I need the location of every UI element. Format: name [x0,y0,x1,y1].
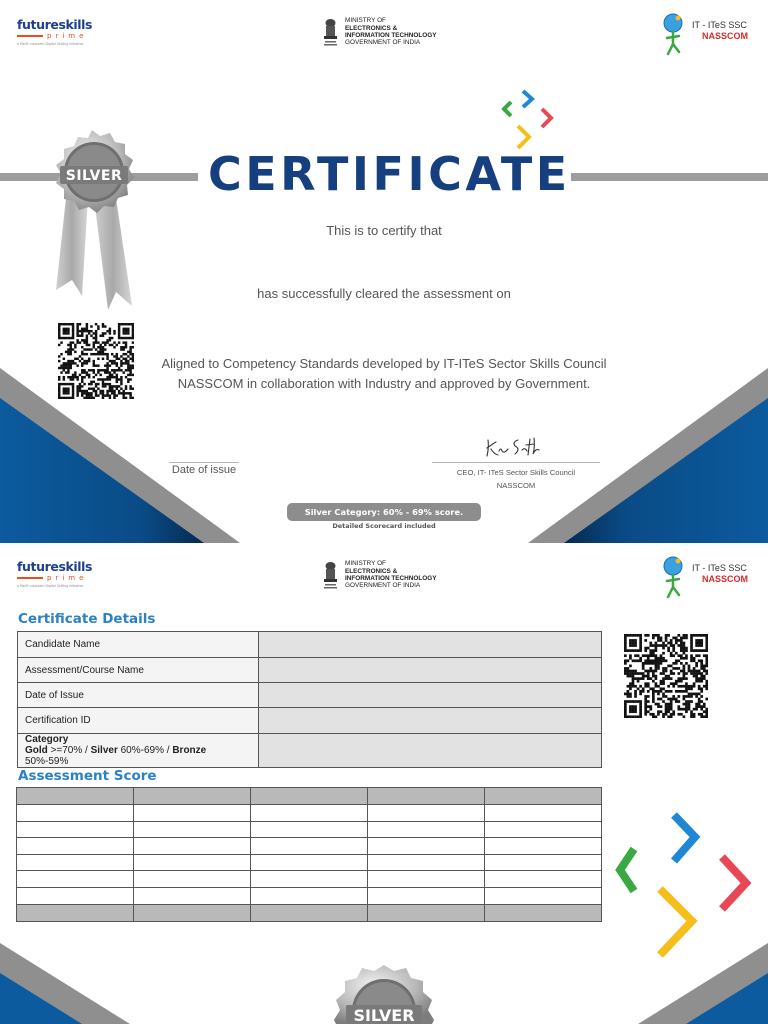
globe-figure-icon [662,12,686,58]
table-cell-label: Certification ID [18,708,259,734]
table-cell-value [259,708,602,734]
signature-line [432,462,600,463]
table-cell-label: Candidate Name [18,632,259,658]
table-row [17,821,602,838]
category-cell: Category Gold >=70% / Silver 60%-69% / Bronze 50%-59% [18,734,259,768]
globe-figure-icon [662,555,686,601]
chevrons-decoration [498,88,560,154]
title-rule-right [571,173,768,181]
table-row [17,805,602,822]
ceo-signature [482,434,544,460]
table-cell-label: Assessment/Course Name [18,658,259,683]
table-row [18,658,602,683]
table-cell-value [259,734,602,768]
badge-label: SILVER [353,1006,415,1024]
aligned-text: Aligned to Competency Standards developed by IT-ITeS Sector Skills Council NASSCOM in collaboration with Industry and approved by Government. [161,356,607,391]
certify-text: This is to certify that [326,223,442,238]
certificate-details-table [17,631,602,768]
table-cell-value [259,658,602,683]
table-header-row [17,788,602,805]
futureskills-prime-logo: futureskills prime a MeitY–nasscom Digital Skilling Initiative [17,559,93,588]
qr-code [624,634,708,718]
table-row [18,734,602,768]
table-row [18,683,602,708]
chevrons-decoration [612,811,758,969]
table-row [17,887,602,904]
it-ites-ssc-nasscom-logo: IT - ITeS SSC NASSCOM [662,12,748,58]
table-cell-label: Date of Issue [18,683,259,708]
table-cell-value [259,632,602,658]
date-line [169,462,239,463]
it-ites-ssc-nasscom-logo: IT - ITeS SSC NASSCOM [662,555,748,601]
assessment-score-heading: Assessment Score [18,768,157,784]
meity-logo: MINISTRY OF ELECTRONICS & INFORMATION TECHNOLOGY GOVERNMENT OF INDIA [321,17,436,47]
cleared-text: has successfully cleared the assessment on [257,286,511,301]
score-category-pill: Silver Category: 60% - 69% score. [287,503,481,521]
assessment-score-table [16,787,602,922]
meity-logo: MINISTRY OF ELECTRONICS & INFORMATION TECHNOLOGY GOVERNMENT OF INDIA [321,560,436,590]
scorecard-page [0,543,768,1024]
date-of-issue-label: Date of issue [171,464,237,476]
table-row [18,708,602,734]
scorecard-note: Detailed Scorecard included [332,522,436,530]
table-row [17,871,602,888]
signatory-block: CEO, IT- ITeS Sector Skills Council NASSCOM [456,468,576,490]
badge-label: SILVER [65,168,123,184]
table-row [17,854,602,871]
table-cell-value [259,683,602,708]
table-row [17,838,602,855]
certificate-details-heading: Certificate Details [18,611,156,627]
national-emblem-icon [321,17,340,47]
qr-code [58,323,134,399]
certificate-title: CERTIFICATE [208,147,571,201]
national-emblem-icon [321,560,340,590]
table-row [18,632,602,658]
table-footer-row [17,904,602,921]
futureskills-prime-logo: futureskills prime a MeitY–nasscom Digital Skilling Initiative [17,17,93,46]
